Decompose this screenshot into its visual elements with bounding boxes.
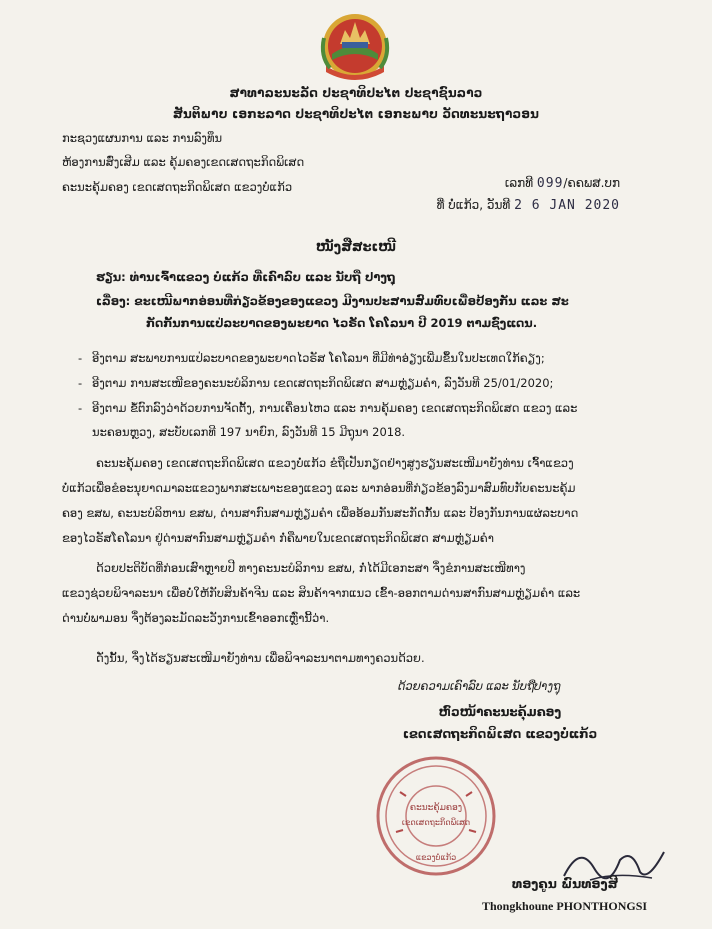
closing-salutation: ດ້ວຍຄວາມເຄົາລົບ ແລະ ນັບຖືປາງຖຸ	[398, 679, 561, 693]
subject-label: ເລື່ອງ:	[96, 294, 131, 308]
body-p1-line: ຂອງໄວຣັສໂຄໂລນາ ຢູ່ດ່ານສາກົນສາມຫຼ່ຽມຄຳ ກໍ່ຄືພາຍໃນເຂດເສດຖະກິດພິເສດ ສາມຫຼ່ຽມຄຳ	[62, 531, 494, 545]
reference-date-label: ທີ່ ບໍ່ແກ້ວ, ວັນທີ	[436, 198, 511, 212]
lao-national-emblem-icon	[314, 8, 396, 80]
body-p1-line: ບໍ່ແກ້ວເພື່ອຂໍອະນຸຍາດມາລະແຂວງພາກສະເພາະຂອງແຂວງ ແລະ ພາກອ່ອນທີ່ກ່ຽວຂ້ອງລົງມາສົມທົບກັບຄະນະຄຸ້ມ	[62, 481, 576, 495]
signatory-name-latin: Thongkhoune PHONTHONGSI	[482, 899, 648, 913]
official-seal-icon	[372, 752, 500, 880]
reference-number-label: ເລກທີ	[504, 176, 534, 190]
reference-item: - ອີງຕາມ ສະພາບການແປ່ລະບາດຂອງພະຍາດໄວຣັສ ໂຄໂລນາ ທີ່ມີທ່າອ່ຽງເພີ່ມຂຶ້ນໃນປະເທດໃກ້ຄຽງ;	[78, 351, 545, 365]
office-name: ຫ້ອງການສົ່ງເສີມ ແລະ ຄຸ້ມຄອງເຂດເສດຖະກິດພິເສດ	[62, 155, 305, 169]
reference-date-value: 2 6 JAN 2020	[514, 198, 620, 213]
committee-name: ຄະນະຄຸ້ມຄອງ ເຂດເສດຖະກິດພິເສດ ແຂວງບໍ່ແກ້ວ	[62, 180, 293, 194]
reference-item-text: ອີງຕາມ ສະພາບການແປ່ລະບາດຂອງພະຍາດໄວຣັສ ໂຄໂລນາ ທີ່ມີທ່າອ່ຽງເພີ່ມຂຶ້ນໃນປະເທດໃກ້ຄຽງ;	[92, 351, 545, 365]
signatory-title-2: ເຂດເສດຖະກິດພິເສດ ແຂວງບໍ່ແກ້ວ	[402, 727, 598, 741]
header-line-1: ສາທາລະນະລັດ ປະຊາທິປະໄຕ ປະຊາຊົນລາວ	[229, 86, 483, 100]
subject-line	[96, 294, 569, 308]
body-p2-line: ດ້ວຍປະຕິບັດທີ່ກ່ອນເສົາຫຼາຍປີ ທາງຄະນະບໍລິການ ຂສພ, ກໍ່ໄດ້ມີເອກະສາ ຈຶ່ງຂໍການສະເໜີທາງ	[96, 561, 526, 575]
ministry-name: ກະຊວງແຜນການ ແລະ ການລົງທຶນ	[62, 131, 223, 145]
body-p2-line: ແຂວງຊ່ວຍພິຈາລະນາ ເພື່ອບໍ່ໃຫ້ກັບສິນຄ້າຈີນ ແລະ ສິນຄ້າຈາກແນວ ເຂົ້າ-ອອກຕາມດ່ານສາກົນສາມຫຼ່ຽມຄຳ ແລະ	[62, 586, 581, 600]
recipient-text: ທ່ານເຈົ້າແຂວງ ບໍ່ແກ້ວ ທີ່ເຄົາລົບ ແລະ ນັບຖື ປາງຖຸ	[129, 270, 396, 284]
reference-item-continued: ນະຄອນຫຼວງ, ສະບັບເລກທີ 197 ນາຍົກ, ລົງວັນທີ 15 ມີຖຸນາ 2018.	[92, 425, 406, 439]
signatory-title-1: ຫົວໜ້າຄະນະຄຸ້ມຄອງ	[438, 705, 562, 719]
reference-item: - ອີງຕາມ ຂໍ້ຕົກລົງວ່າດ້ວຍການຈັດຕັ້ງ, ການເຄື່ອນໄຫວ ແລະ ການຄຸ້ມຄອງ ເຂດເສດຖະກິດພິເສດ ແຂວງ ແລະ	[78, 401, 578, 415]
body-p2-line: ດ່ານບໍ່ພາມອນ ຈຶ່ງຕ້ອງລະມັດລະວັງການເຂົ້າອອກເຫຼົ່ານີ້ວ່າ.	[62, 611, 330, 625]
subject-line-2: ກັດກັ້ນການແປ່ລະບາດຂອງພະຍາດ ໄວຣັດ ໂຄໂລນາ ປີ 2019 ຕາມຊົ່ງແດນ.	[146, 316, 538, 330]
document-title: ໜັງສືສະເໜີ	[316, 240, 396, 255]
seal-text-top: ຄະນະຄຸ້ມຄອງ	[409, 803, 463, 813]
body-p3: ດັ່ງນັ້ນ, ຈຶ່ງໄດ້ຮຽນສະເໜີມາຍັງທ່ານ ເພື່ອພິຈາລະນາຕາມທາງຄວນດ້ວຍ.	[96, 651, 425, 665]
seal-text-middle: ເຂດເສດຖະກິດພິເສດ	[401, 818, 471, 827]
recipient-line	[96, 270, 396, 284]
reference-number-suffix: /ຄຄພສ.ບກ	[563, 176, 620, 190]
body-p1-line: ຄອງ ຂສພ, ຄະນະບໍລິຫານ ຂສພ, ດ່ານສາກົນສາມຫຼ່ຽມຄຳ ເພື່ອອ້ອມກັນສະກັດກັ້ນ ແລະ ປ້ອງກັນການແຜ່ລະບາດ	[62, 506, 579, 520]
reference-number-value: 099	[536, 176, 564, 191]
subject-line-1: ຂະເໜີພາກອ່ອນທີ່ກ່ຽວຂ້ອງຂອງແຂວງ ມີງານປະສານສົມທົບເພື່ອປ້ອງກັນ ແລະ ສະ	[134, 294, 569, 308]
header-line-2: ສັນຕິພາບ ເອກະລາດ ປະຊາທິປະໄຕ ເອກະພາບ ວັດທະນະຖາວອນ	[172, 107, 540, 121]
body-p1-line: ຄະນະຄຸ້ມຄອງ ເຂດເສດຖະກິດພິເສດ ແຂວງບໍ່ແກ້ວ ຂໍຖືເປັນກຽດຢ່າງສູງຮຽນສະເໜີມາຍັງທ່ານ ເຈົ້າແຂວງ	[96, 456, 574, 470]
reference-item: - ອີງຕາມ ການສະເໜີຂອງຄະນະບໍລິການ ເຂດເສດຖະກິດພິເສດ ສາມຫຼ່ຽມຄຳ, ລົງວັນທີ 25/01/2020;	[78, 376, 554, 390]
seal-text-bottom: ແຂວງບໍ່ແກ້ວ	[415, 853, 457, 862]
reference-number	[505, 176, 620, 191]
signatory-name-lao: ທອງຄູນ ພົນທອງສີ	[512, 876, 618, 891]
reference-item-text: ອີງຕາມ ຂໍ້ຕົກລົງວ່າດ້ວຍການຈັດຕັ້ງ, ການເຄື່ອນໄຫວ ແລະ ການຄຸ້ມຄອງ ເຂດເສດຖະກິດພິເສດ ແຂວງ ແລະ	[92, 401, 578, 415]
recipient-label: ຮຽນ:	[96, 270, 126, 284]
reference-item-text: ອີງຕາມ ການສະເໜີຂອງຄະນະບໍລິການ ເຂດເສດຖະກິດພິເສດ ສາມຫຼ່ຽມຄຳ, ລົງວັນທີ 25/01/2020;	[92, 376, 554, 390]
reference-date	[437, 198, 620, 213]
